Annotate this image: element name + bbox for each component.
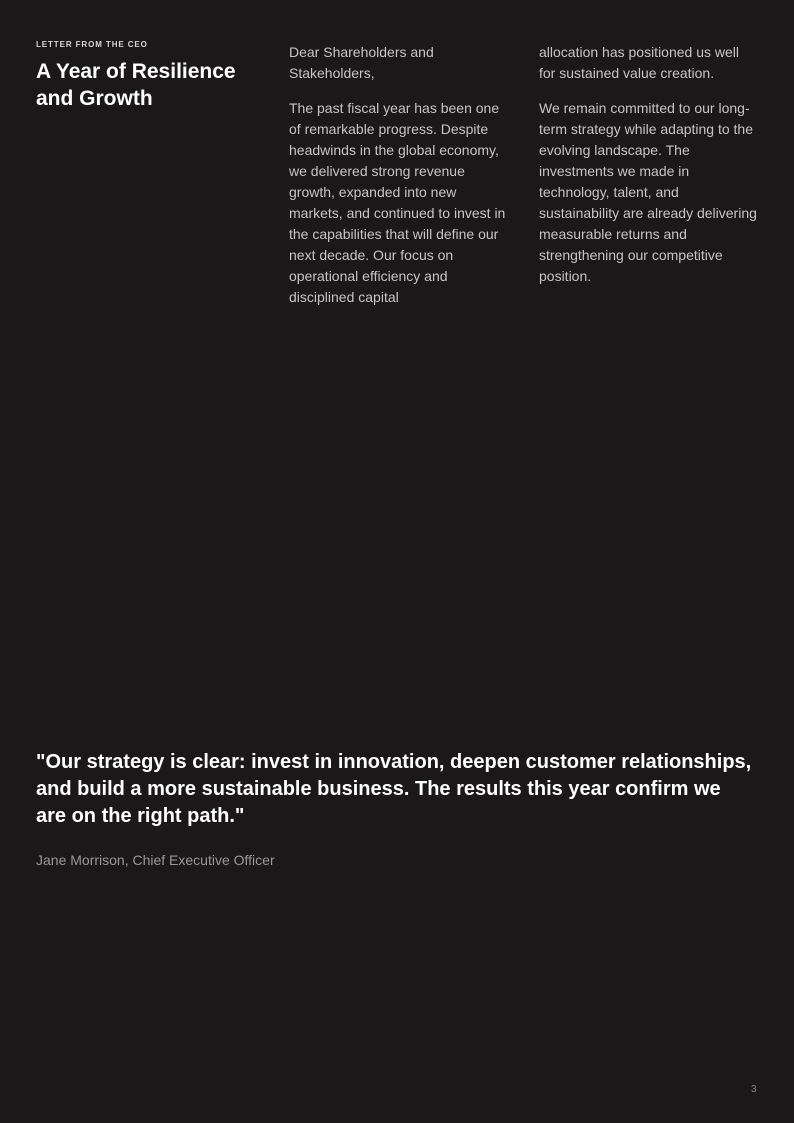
letter-column-1 [289, 42, 509, 322]
quote-attribution: Jane Morrison, Chief Executive Officer [36, 852, 275, 868]
letter-paragraph: We remain committed to our long-term strategy while adapting to the evolving landscape. The investments we made in technology, talent, and sustainability are already delivering measurable returns and strengthening our competitive position. [539, 100, 757, 284]
letter-paragraph: The past fiscal year has been one of remarkable progress. Despite headwinds in the global economy, we delivered strong revenue growth, expanded into new markets, and continued to invest in the capabilities that will define our next decade. Our focus on operational efficiency and disciplined capital [289, 100, 506, 305]
page-title: A Year of Resilience and Growth [36, 60, 236, 110]
letter-paragraph-continued: allocation has positioned us well for sustained value creation. [539, 44, 740, 81]
page-number: 3 [751, 1084, 757, 1095]
pull-quote: "Our strategy is clear: invest in innovation, deepen customer relationships, and build a more sustainable business. The results this year confirm we are on the right path." [36, 751, 752, 827]
letter-column-2 [539, 42, 759, 301]
letter-salutation: Dear Shareholders and Stakeholders, [289, 44, 434, 81]
section-label: LETTER FROM THE CEO [36, 40, 148, 49]
